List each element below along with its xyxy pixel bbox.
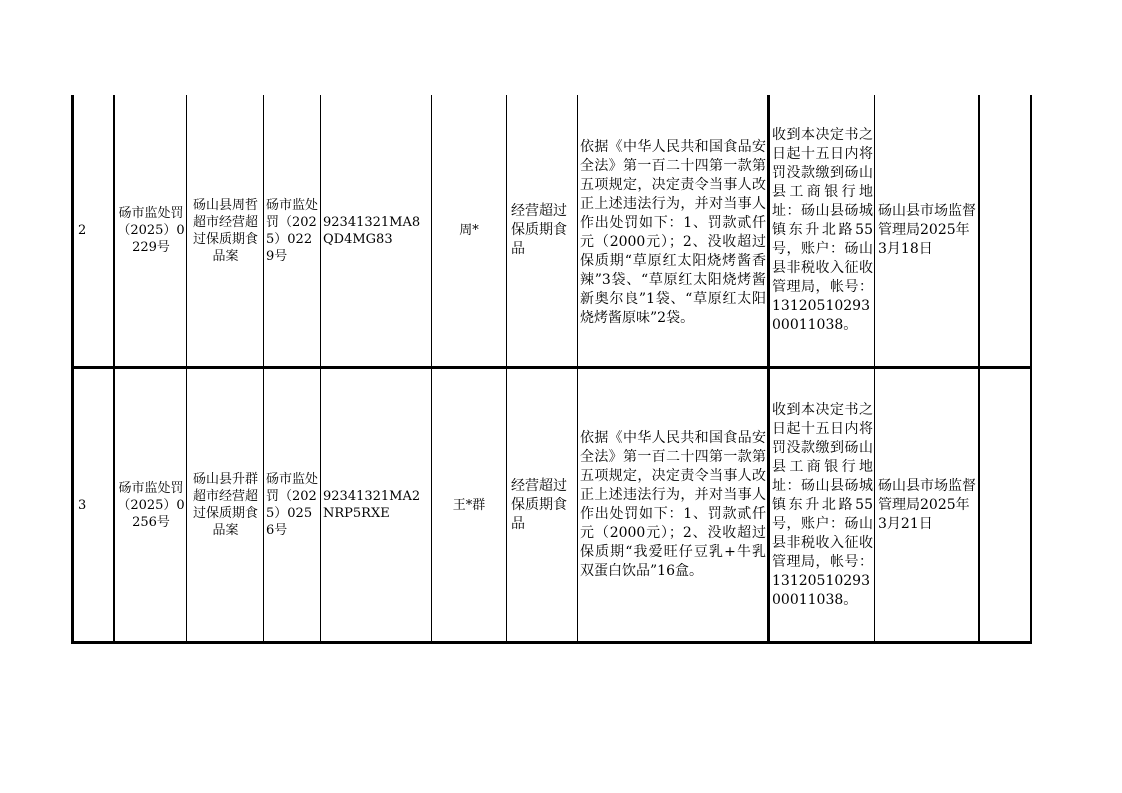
decision-number: 砀市监处罚（2025）0256号: [266, 472, 319, 538]
table-row: [74, 95, 113, 366]
row-number: 3: [78, 497, 87, 513]
cell-decision-no: [266, 95, 319, 366]
credit-code: 92341321MA2NRP5RXE: [323, 489, 421, 521]
cell-penalty: [580, 369, 766, 641]
table-border: [767, 95, 770, 643]
table-row: [74, 369, 113, 641]
cell-case-name: [190, 95, 261, 366]
person-name: 王*群: [452, 497, 486, 513]
cell-person: [433, 369, 505, 641]
table-border: [874, 95, 875, 643]
case-name: 砀山县周哲超市经营超过保质期食品案: [192, 197, 258, 264]
cell-person: [433, 95, 505, 366]
cell-decision-no: [266, 369, 319, 641]
cell-authority-date: [878, 369, 977, 641]
decision-number: 砀市监处罚（2025）0229号: [266, 197, 319, 264]
cell-doc-no: [117, 95, 185, 366]
table-border: [577, 95, 578, 643]
table-bottom-border: [71, 641, 1032, 644]
credit-code: 92341321MA8QD4MG83: [323, 214, 421, 247]
table-border: [320, 95, 321, 643]
row-number: 2: [78, 223, 87, 238]
violation-type: 经营超过保质期食品: [511, 203, 567, 257]
table-border: [431, 95, 432, 643]
cell-penalty: [580, 95, 766, 366]
cell-credit-code: [323, 369, 430, 641]
payment-info: 收到本决定书之日起十五日内将罚没款缴到砀山县工商银行地址：砀山县砀城镇东升北路55号，账户：砀山县非税收入征收管理局，帐号：1312051029300011038。: [772, 401, 873, 608]
payment-info: 收到本决定书之日起十五日内将罚没款缴到砀山县工商银行地址：砀山县砀城镇东升北路55号，账户：砀山县非税收入征收管理局，帐号：1312051029300011038。: [772, 127, 873, 333]
table-border: [1030, 95, 1032, 643]
table-border: [113, 95, 115, 643]
authority-date: 砀山县市场监督管理局2025年3月18日: [878, 203, 976, 257]
person-name: 周*: [459, 223, 479, 238]
penalty-content: 依据《中华人民共和国食品安全法》第一百二十四第一款第五项规定，决定责令当事人改正上述违法行为，并对当事人作出处罚如下：1、罚款贰仟元（2000元）；2、没收超过保质期“我爱旺仔豆乳+牛乳双蛋白饮品”16盒。: [580, 430, 766, 579]
cell-payment: [772, 95, 873, 366]
case-name: 砀山县升群超市经营超过保质期食品案: [192, 472, 258, 538]
table-border: [263, 95, 264, 643]
cell-violation: [511, 95, 575, 366]
cell-authority-date: [878, 95, 977, 366]
document-number: 砀市监处罚（2025）0229号: [117, 206, 185, 255]
violation-type: 经营超过保质期食品: [511, 477, 567, 532]
authority-date: 砀山县市场监督管理局2025年3月21日: [878, 477, 976, 532]
cell-payment: [772, 369, 873, 641]
document-number: 砀市监处罚（2025）0256号: [117, 480, 185, 530]
table-border: [186, 95, 187, 643]
cell-credit-code: [323, 95, 430, 366]
cell-case-name: [190, 369, 261, 641]
cell-violation: [511, 369, 575, 641]
table-border: [506, 95, 507, 643]
penalty-table: [71, 95, 1032, 645]
cell-doc-no: [117, 369, 185, 641]
penalty-content: 依据《中华人民共和国食品安全法》第一百二十四第一款第五项规定，决定责令当事人改正上述违法行为，并对当事人作出处罚如下：1、罚款贰仟元（2000元）；2、没收超过保质期“草原红太阳烧烤酱香辣”3袋、“草原红太阳烧烤酱新奥尔良”1袋、“草原红太阳烧烤酱原味”2袋。: [580, 138, 766, 326]
table-border: [978, 95, 980, 643]
